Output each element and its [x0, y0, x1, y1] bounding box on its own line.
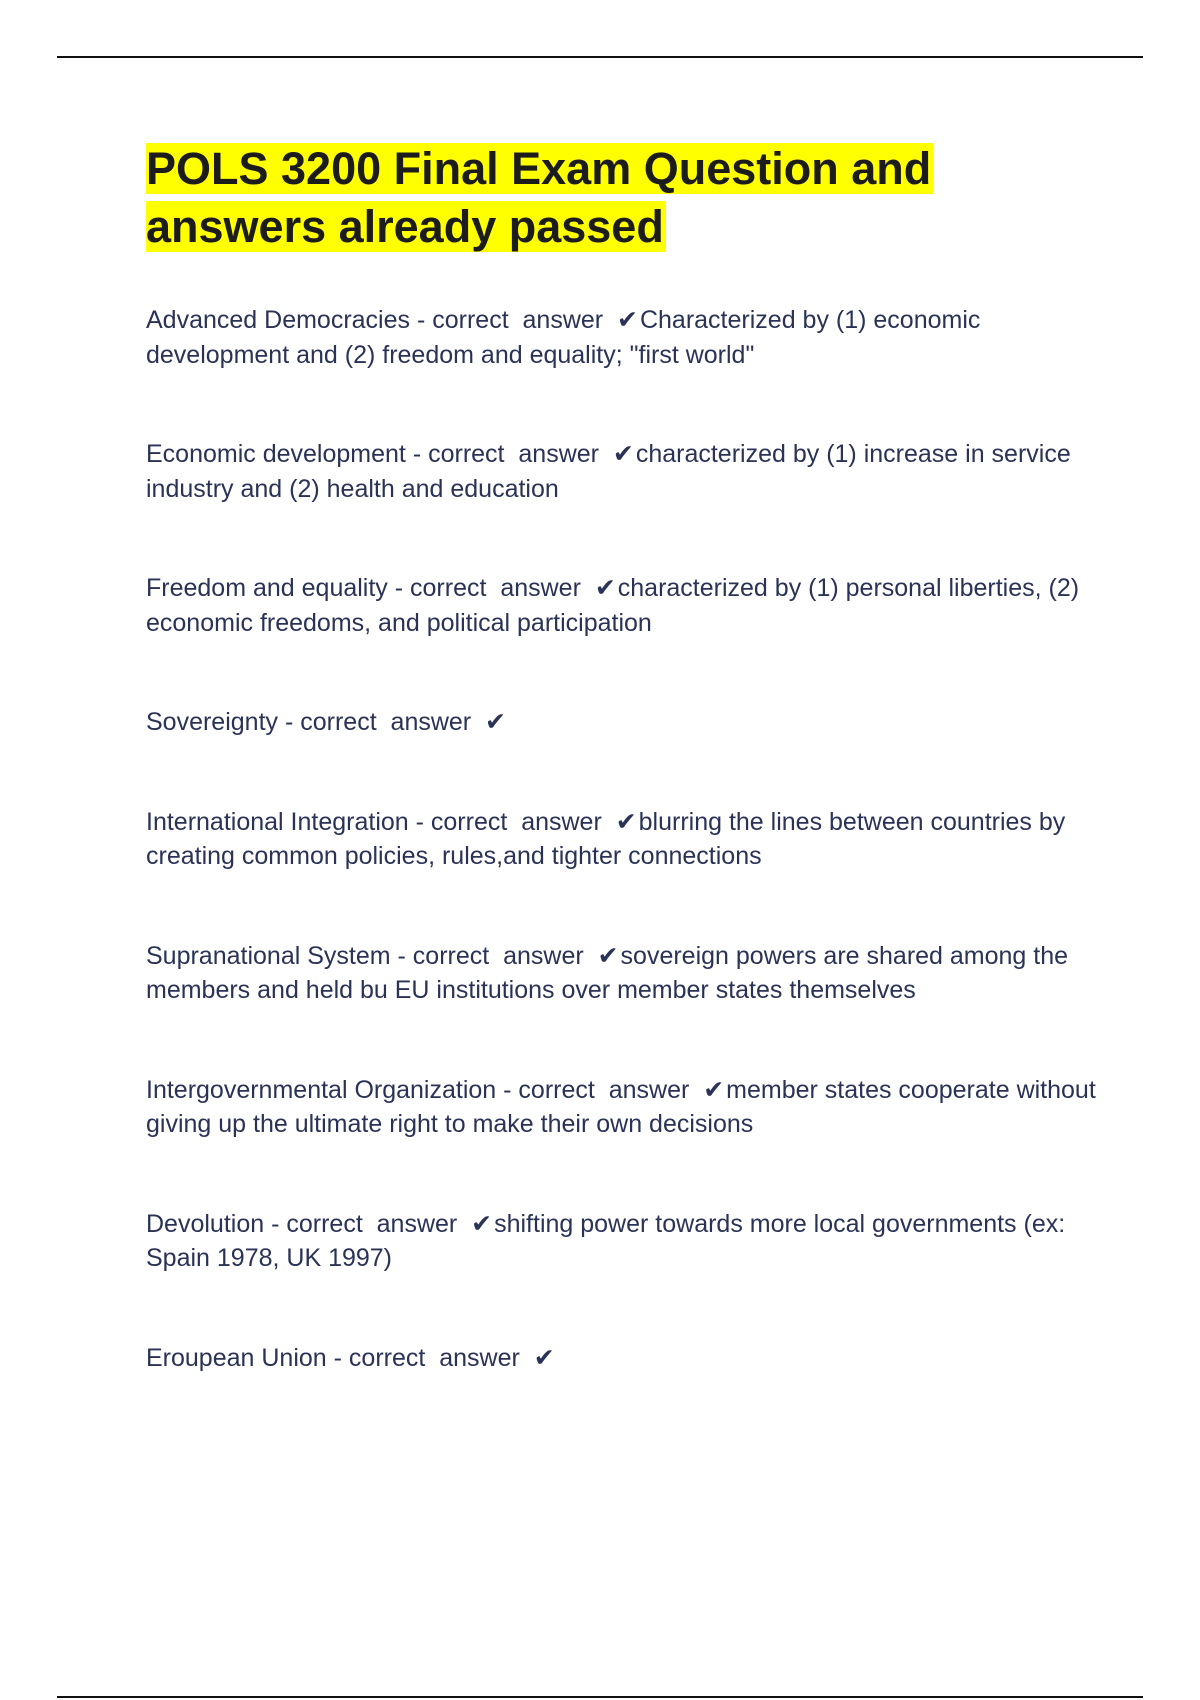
term: Economic development — [146, 440, 406, 468]
document-title — [146, 140, 1106, 256]
check-mark-icon: ✔ — [594, 574, 616, 602]
qa-entry-freedom-and-equality — [146, 571, 1106, 640]
qa-entry-advanced-democracies — [146, 303, 1106, 372]
answer-separator: - correct answer — [496, 1075, 704, 1104]
term: Freedom and equality — [146, 574, 388, 602]
answer-separator: - correct answer — [387, 574, 595, 602]
term: Devolution — [146, 1209, 265, 1238]
qa-list — [146, 303, 1106, 1375]
term: Eroupean Union — [146, 1343, 327, 1372]
top-rule — [57, 56, 1143, 58]
term: Intergovernmental Organization — [146, 1075, 497, 1104]
term: International Integration — [146, 807, 409, 836]
check-mark-icon: ✔ — [597, 941, 619, 970]
definition: characterized by (1) increase in service industry and (2) health and education — [146, 440, 1071, 503]
definition: sovereign powers are shared among the members and held bu EU institutions over member states themselves — [146, 941, 1069, 1004]
definition: characterized by (1) personal liberties, (2) economic freedoms, and political participation — [146, 574, 1080, 637]
term: Supranational System — [146, 941, 391, 970]
answer-separator: - correct answer — [410, 306, 618, 334]
check-mark-icon: ✔ — [615, 807, 637, 836]
answer-separator: - correct answer — [326, 1343, 534, 1372]
check-mark-icon: ✔ — [471, 1209, 493, 1238]
definition: Characterized by (1) economic development and (2) freedom and equality; "first world" — [146, 306, 981, 369]
answer-separator: - correct answer — [278, 708, 486, 736]
qa-entry-supranational-system — [146, 939, 1106, 1008]
answer-separator: - correct answer — [390, 941, 598, 970]
check-mark-icon: ✔ — [703, 1075, 725, 1104]
bottom-rule — [57, 1696, 1143, 1698]
answer-separator: - correct answer — [408, 807, 616, 836]
definition: shifting power towards more local governments (ex: Spain 1978, UK 1997) — [146, 1209, 1066, 1272]
answer-separator: - correct answer — [264, 1209, 472, 1238]
qa-entry-devolution — [146, 1207, 1106, 1276]
check-mark-icon: ✔ — [612, 440, 634, 468]
qa-entry-intergovernmental-organization — [146, 1073, 1106, 1142]
answer-separator: - correct answer — [405, 440, 613, 468]
qa-entry-international-integration — [146, 805, 1106, 874]
document-body — [146, 140, 1106, 1375]
check-mark-icon: ✔ — [485, 708, 506, 736]
definition: member states cooperate without giving up the ultimate right to make their own decisions — [146, 1075, 1096, 1138]
term: Advanced Democracies — [146, 306, 411, 334]
definition: blurring the lines between countries by creating common policies, rules,and tighter connections — [146, 807, 1066, 870]
title-highlight: POLS 3200 Final Exam Question and answers already passed — [146, 143, 932, 252]
qa-entry-sovereignty — [146, 705, 1106, 740]
check-mark-icon: ✔ — [617, 306, 638, 334]
qa-entry-economic-development — [146, 437, 1106, 506]
term: Sovereignty — [146, 708, 279, 736]
check-mark-icon: ✔ — [533, 1343, 555, 1372]
qa-entry-european-union — [146, 1341, 1106, 1376]
